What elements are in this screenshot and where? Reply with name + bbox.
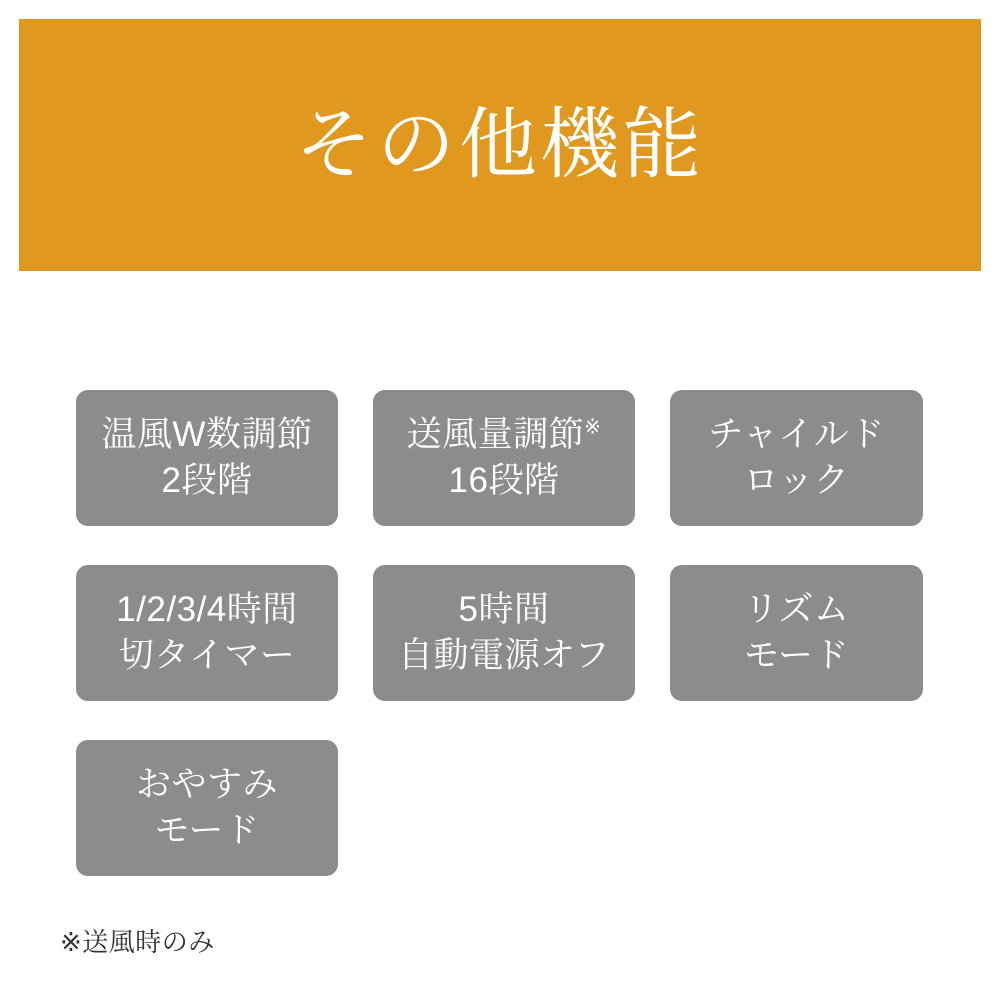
feature-card-grid [76,390,924,915]
feature-card [373,390,635,526]
feature-row [76,740,924,876]
feature-card [76,390,338,526]
feature-card-line-1 [407,412,602,458]
feature-card-line-1: チャイルド [708,414,885,454]
feature-card-line-2: モード [154,811,260,850]
feature-card-line-2: モード [743,636,850,675]
feature-card-line-2: 16段階 [448,461,560,500]
feature-card-line-1: 5時間 [458,589,550,629]
feature-row [76,565,924,701]
feature-card-line-1: リズム [743,589,850,629]
footnote-text: ※送風時のみ [60,927,215,957]
feature-card [670,390,923,526]
feature-card-line-1: おやすみ [135,764,278,804]
feature-card-line-2: 自動電源オフ [398,636,610,675]
feature-card-line-1: 温風W数調節 [101,414,313,454]
feature-card [76,565,338,701]
footnote-marker: ※ [584,416,602,439]
header-band [19,19,981,271]
feature-card [670,565,923,701]
feature-card-line-1: 1/2/3/4時間 [116,589,298,629]
feature-card-line-2: 2段階 [161,461,253,500]
feature-card-line-2: ロック [743,461,850,500]
feature-card-line-1-text: 送風量調節 [406,414,585,454]
page-title: その他機能 [294,100,705,189]
feature-row [76,390,924,526]
feature-card [373,565,635,701]
feature-card-line-2: 切タイマー [118,636,296,675]
feature-card [76,740,338,876]
